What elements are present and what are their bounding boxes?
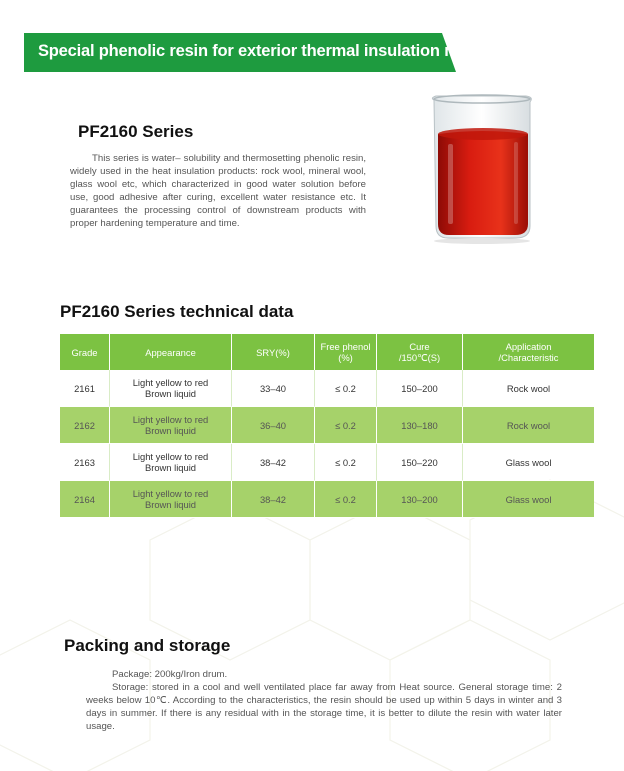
table-row bbox=[60, 444, 594, 481]
table-row bbox=[60, 407, 594, 444]
header-application: Application /Characteristic bbox=[463, 334, 594, 370]
cell-sry: 36–40 bbox=[232, 407, 315, 444]
series-title: PF2160 Series bbox=[78, 122, 194, 141]
header-grade: Grade bbox=[60, 334, 110, 370]
cell-free-phenol: ≤ 0.2 bbox=[315, 444, 377, 481]
cell-sry: 38–42 bbox=[232, 481, 315, 518]
cell-application: Glass wool bbox=[463, 481, 594, 518]
cell-cure: 130–200 bbox=[377, 481, 463, 518]
table-row bbox=[60, 481, 594, 518]
packing-storage: Storage: stored in a cool and well ventilated place far away from Heat source. General storage time: 2 weeks below 10℃. According to the characteristics, the resin should be used up within 5 days in winter and 3 days in summer. If there is any residual with in the storage time, it is better to dilute the resin with water later usage. bbox=[86, 682, 562, 732]
header-cure: Cure /150℃(S) bbox=[377, 334, 463, 370]
cell-grade: 2161 bbox=[60, 370, 110, 407]
top-banner bbox=[24, 33, 515, 72]
cell-application: Rock wool bbox=[463, 370, 594, 407]
cell-application: Glass wool bbox=[463, 444, 594, 481]
cell-sry: 38–42 bbox=[232, 444, 315, 481]
cell-free-phenol: ≤ 0.2 bbox=[315, 370, 377, 407]
cell-free-phenol: ≤ 0.2 bbox=[315, 481, 377, 518]
cell-appearance: Light yellow to red Brown liquid bbox=[110, 407, 232, 444]
beaker-with-red-resin-icon bbox=[426, 94, 538, 244]
cell-grade: 2162 bbox=[60, 407, 110, 444]
cell-grade: 2164 bbox=[60, 481, 110, 518]
technical-data-table bbox=[60, 334, 594, 518]
table-header-row bbox=[60, 334, 594, 370]
table-row bbox=[60, 370, 594, 407]
cell-appearance: Light yellow to red Brown liquid bbox=[110, 444, 232, 481]
packing-package: Package: 200kg/Iron drum. bbox=[112, 669, 228, 680]
cell-sry: 33–40 bbox=[232, 370, 315, 407]
header-appearance: Appearance bbox=[110, 334, 232, 370]
technical-data-title: PF2160 Series technical data bbox=[60, 302, 294, 321]
cell-free-phenol: ≤ 0.2 bbox=[315, 407, 377, 444]
cell-appearance: Light yellow to red Brown liquid bbox=[110, 370, 232, 407]
header-sry: SRY(%) bbox=[232, 334, 315, 370]
series-description: This series is water– solubility and thermosetting phenolic resin, widely used in the heat insulation products: rock wool, mineral wool, glass wool etc, which characterized in good water solution before use, good adhesive after curing, excellent water resistance etc. It guarantees the processing control of downstream products with proper hardening temperature and time. bbox=[70, 153, 366, 229]
cell-appearance: Light yellow to red Brown liquid bbox=[110, 481, 232, 518]
header-free-phenol: Free phenol (%) bbox=[315, 334, 377, 370]
packing-text bbox=[86, 668, 562, 733]
cell-grade: 2163 bbox=[60, 444, 110, 481]
cell-cure: 130–180 bbox=[377, 407, 463, 444]
cell-cure: 150–220 bbox=[377, 444, 463, 481]
cell-cure: 150–200 bbox=[377, 370, 463, 407]
cell-application: Rock wool bbox=[463, 407, 594, 444]
packing-title: Packing and storage bbox=[64, 636, 231, 655]
banner-title: Special phenolic resin for exterior thermal insulation materials bbox=[38, 42, 515, 60]
